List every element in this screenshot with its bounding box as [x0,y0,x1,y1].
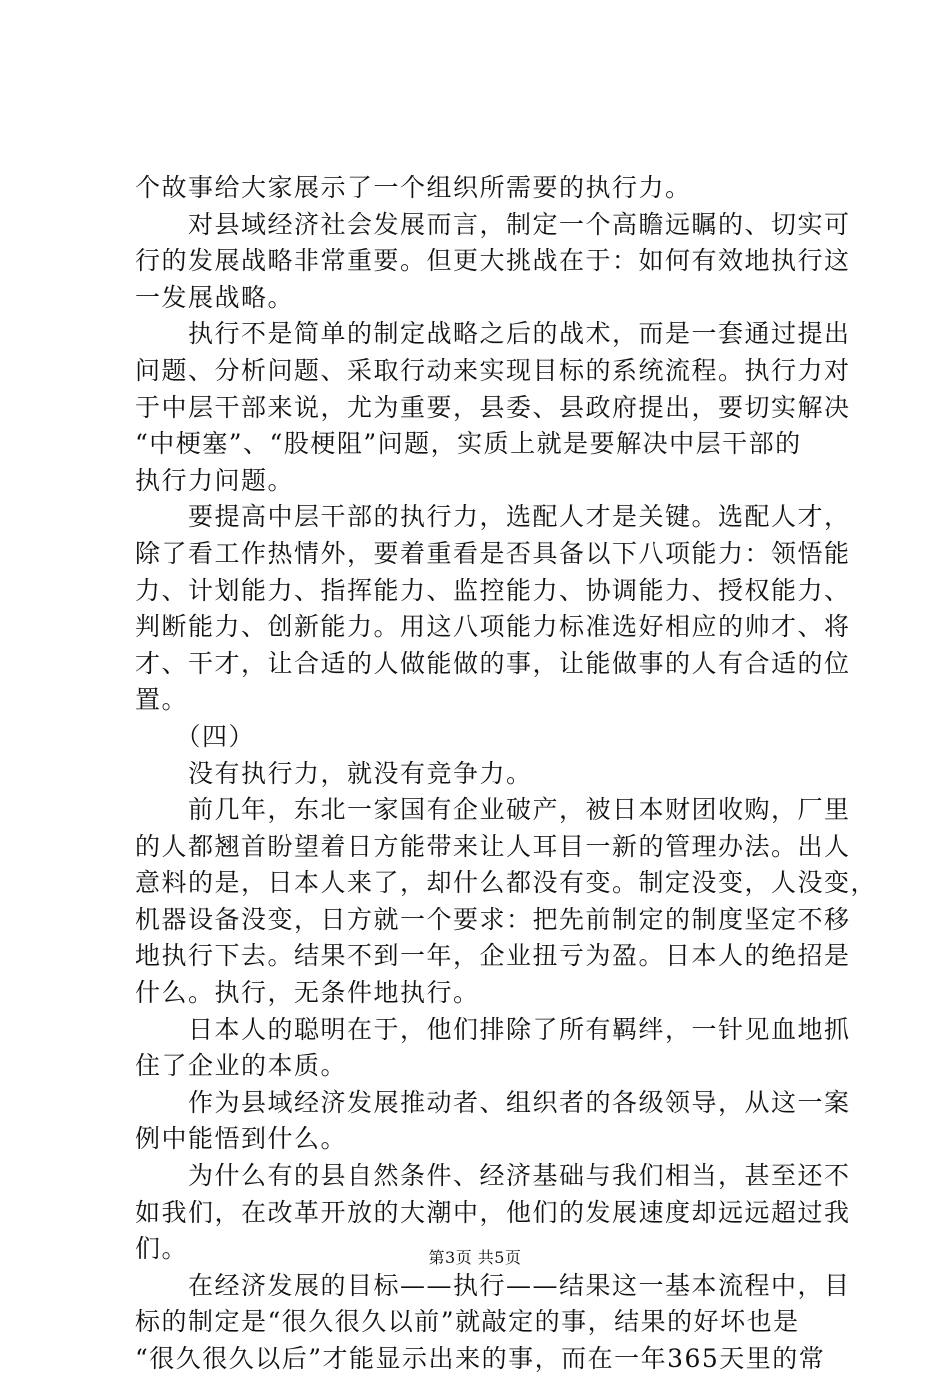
text-line: “很久很久以后”才能显示出来的事，而在一年365天里的常 [135,1344,826,1373]
text-line: 对县域经济社会发展而言，制定一个高瞻远瞩的、切实可 [135,209,851,239]
text-line: 意料的是，日本人来了，却什么都没有变。制定没变，人没变， [135,868,878,898]
text-line: 的人都翘首盼望着日方能带来让人耳目一新的管理办法。出人 [135,831,851,861]
text-line: 前几年，东北一家国有企业破产，被日本财团收购，厂里 [135,795,851,825]
text-line: 力、计划能力、指挥能力、监控能力、协调能力、授权能力、 [135,575,851,605]
text-line: 什么。执行，无条件地执行。 [135,978,480,1008]
text-line: 如我们，在改革开放的大潮中，他们的发展速度却远远超过我 [135,1197,851,1227]
text-line: 标的制定是“很久很久以前”就敲定的事，结果的好坏也是 [135,1307,800,1337]
document-body [135,170,878,1378]
text-line: 一发展战略。 [135,282,295,312]
text-line: 例中能悟到什么。 [135,1124,348,1154]
text-line: 行的发展战略非常重要。但更大挑战在于：如何有效地执行这 [135,246,851,276]
text-line: 地执行下去。结果不到一年，企业扭亏为盈。日本人的绝招是 [135,941,851,971]
text-line: 于中层干部来说，尤为重要，县委、县政府提出，要切实解决 [135,392,851,422]
text-line: 要提高中层干部的执行力，选配人才是关键。选配人才， [135,502,851,532]
section-heading: （四） [135,721,256,751]
text-line: “中梗塞”、“股梗阻”问题，实质上就是要解决中层干部的 [135,429,802,459]
text-line: 除了看工作热情外，要着重看是否具备以下八项能力：领悟能 [135,538,851,568]
text-line: 置。 [135,685,189,715]
text-line: 判断能力、创新能力。用这八项能力标准选好相应的帅才、将 [135,612,851,642]
text-line: 机器设备没变，日方就一个要求：把先前制定的制度坚定不移 [135,904,851,934]
text-line: 执行力问题。 [135,465,295,495]
text-line: 们。 [135,1234,189,1264]
text-line: 作为县域经济发展推动者、组织者的各级领导，从这一案 [135,1087,851,1117]
text-line: 住了企业的本质。 [135,1051,348,1081]
text-line: 问题、分析问题、采取行动来实现目标的系统流程。执行力对 [135,355,851,385]
text-line: 执行不是简单的制定战略之后的战术，而是一套通过提出 [135,319,851,349]
text-line: 日本人的聪明在于，他们排除了所有羁绊，一针见血地抓 [135,1014,851,1044]
text-line: 在经济发展的目标——执行——结果这一基本流程中，目 [135,1270,851,1300]
text-line: 才、干才，让合适的人做能做的事，让能做事的人有合适的位 [135,648,851,678]
text-line: 个故事给大家展示了一个组织所需要的执行力。 [135,173,692,202]
text-line: 为什么有的县自然条件、经济基础与我们相当，甚至还不 [135,1161,851,1191]
page-footer: 第3页 共5页 [428,1248,522,1267]
text-line: 没有执行力，就没有竞争力。 [135,758,533,788]
